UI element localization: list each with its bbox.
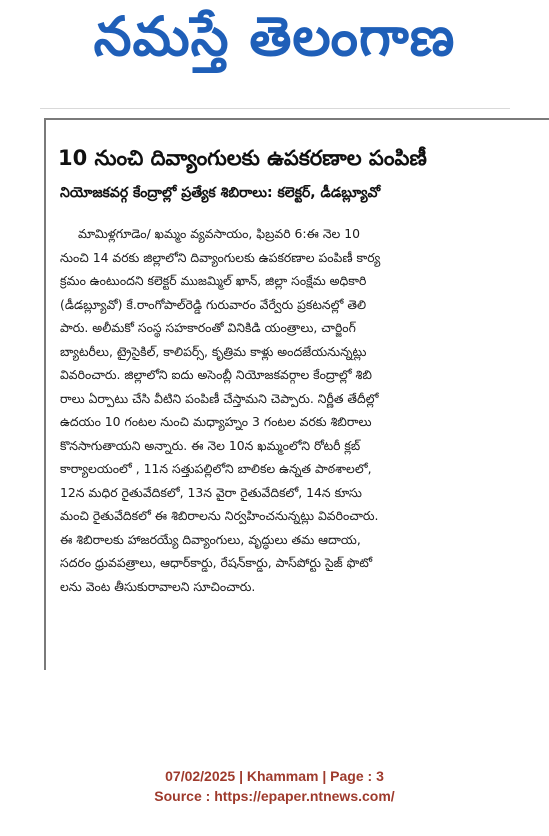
article-clipping bbox=[44, 118, 549, 670]
article-line: ఉదయం 10 గంటల నుంచి మధ్యాహ్నం 3 గంటల వరకు శిబిరాలు bbox=[60, 414, 372, 429]
article-line: (డీడబ్ల్యూవో) కే.రాంగోపాల్‌రెడ్డి గురువారం వేర్వేరు ప్రకటనల్లో తెలి bbox=[60, 296, 367, 312]
article-headline: 10 నుంచి దివ్యాంగులకు ఉపకరణాల పంపిణీ bbox=[58, 146, 427, 170]
article-line: పారు. అలీమకో సంస్థ సహకారంతో వినికిడి యంత్రాలు, చార్జింగ్ bbox=[60, 320, 356, 335]
article-line: బ్యాటరీలు, ట్రైసైకిల్, కాలిపర్స్, కృత్రిమ కాళ్లు అందజేయనున్నట్లు bbox=[60, 343, 367, 359]
article-line: కొనసాగుతాయని అన్నారు. ఈ నెల 10న ఖమ్మంలోని రోటరీ క్లబ్ bbox=[60, 437, 361, 453]
article-line: ఈ శిబిరాలకు హాజరయ్యే దివ్యాంగులు, వృద్ధులు తమ ఆదాయ, bbox=[60, 531, 361, 547]
article-subheadline: నియోజకవర్గ కేంద్రాల్లో ప్రత్యేక శిబిరాలు: కలెక్టర్, డీడబ్ల్యూవో bbox=[60, 185, 381, 201]
footer-source-link[interactable]: Source : https://epaper.ntnews.com/ bbox=[154, 788, 395, 804]
newspaper-masthead bbox=[0, 0, 549, 86]
article-line: మంచి రైతువేదికలో ఈ శిబిరాలను నిర్వహించనున్నట్లు వివరించారు. bbox=[60, 508, 379, 523]
article-line: సదరం ధ్రువపత్రాలు, ఆధార్‌కార్డు, రేషన్‌కార్డు, పాస్‌పోర్టు సైజ్ ఫొటో bbox=[60, 555, 373, 570]
article-line: 12న మధిర రైతువేదికలో, 13న వైరా రైతువేదికలో, 14న కూసు bbox=[60, 484, 362, 500]
article-line: మామిళ్లగూడెం/ ఖమ్మం వ్యవసాయం, ఫిబ్రవరి 6:ఈ నెల 10 bbox=[78, 226, 361, 241]
article-line: నుంచి 14 వరకు జిల్లాలోని దివ్యాంగులకు ఉపకరణాల పంపిణీ కార్య bbox=[60, 249, 381, 265]
article-body bbox=[60, 222, 522, 598]
article-line: కార్యాలయంలో , 11న సత్తుపల్లిలోని బాలికల ఉన్నత పాఠశాలలో, bbox=[60, 461, 372, 476]
footer-date-edition-page: 07/02/2025 | Khammam | Page : 3 bbox=[165, 768, 384, 784]
article-line: క్రమం ఉంటుందని కలెక్టర్ ముజమ్మిల్ ఖాన్, జిల్లా సంక్షేమ అధికారి bbox=[60, 273, 367, 288]
article-line: లను వెంట తీసుకురావాలని సూచించారు. bbox=[60, 578, 256, 594]
masthead-divider bbox=[40, 96, 510, 109]
article-line: రాలు ఏర్పాటు చేసి వీటిని పంపిణీ చేస్తామని చెప్పారు. నిర్ణీత తేదీల్లో bbox=[60, 390, 379, 406]
article-line: వివరించారు. జిల్లాలోని ఐదు అసెంబ్లీ నియోజకవర్గాల కేంద్రాల్లో శిబి bbox=[60, 367, 372, 382]
masthead-title: నమస్తే తెలంగాణ bbox=[93, 4, 456, 68]
